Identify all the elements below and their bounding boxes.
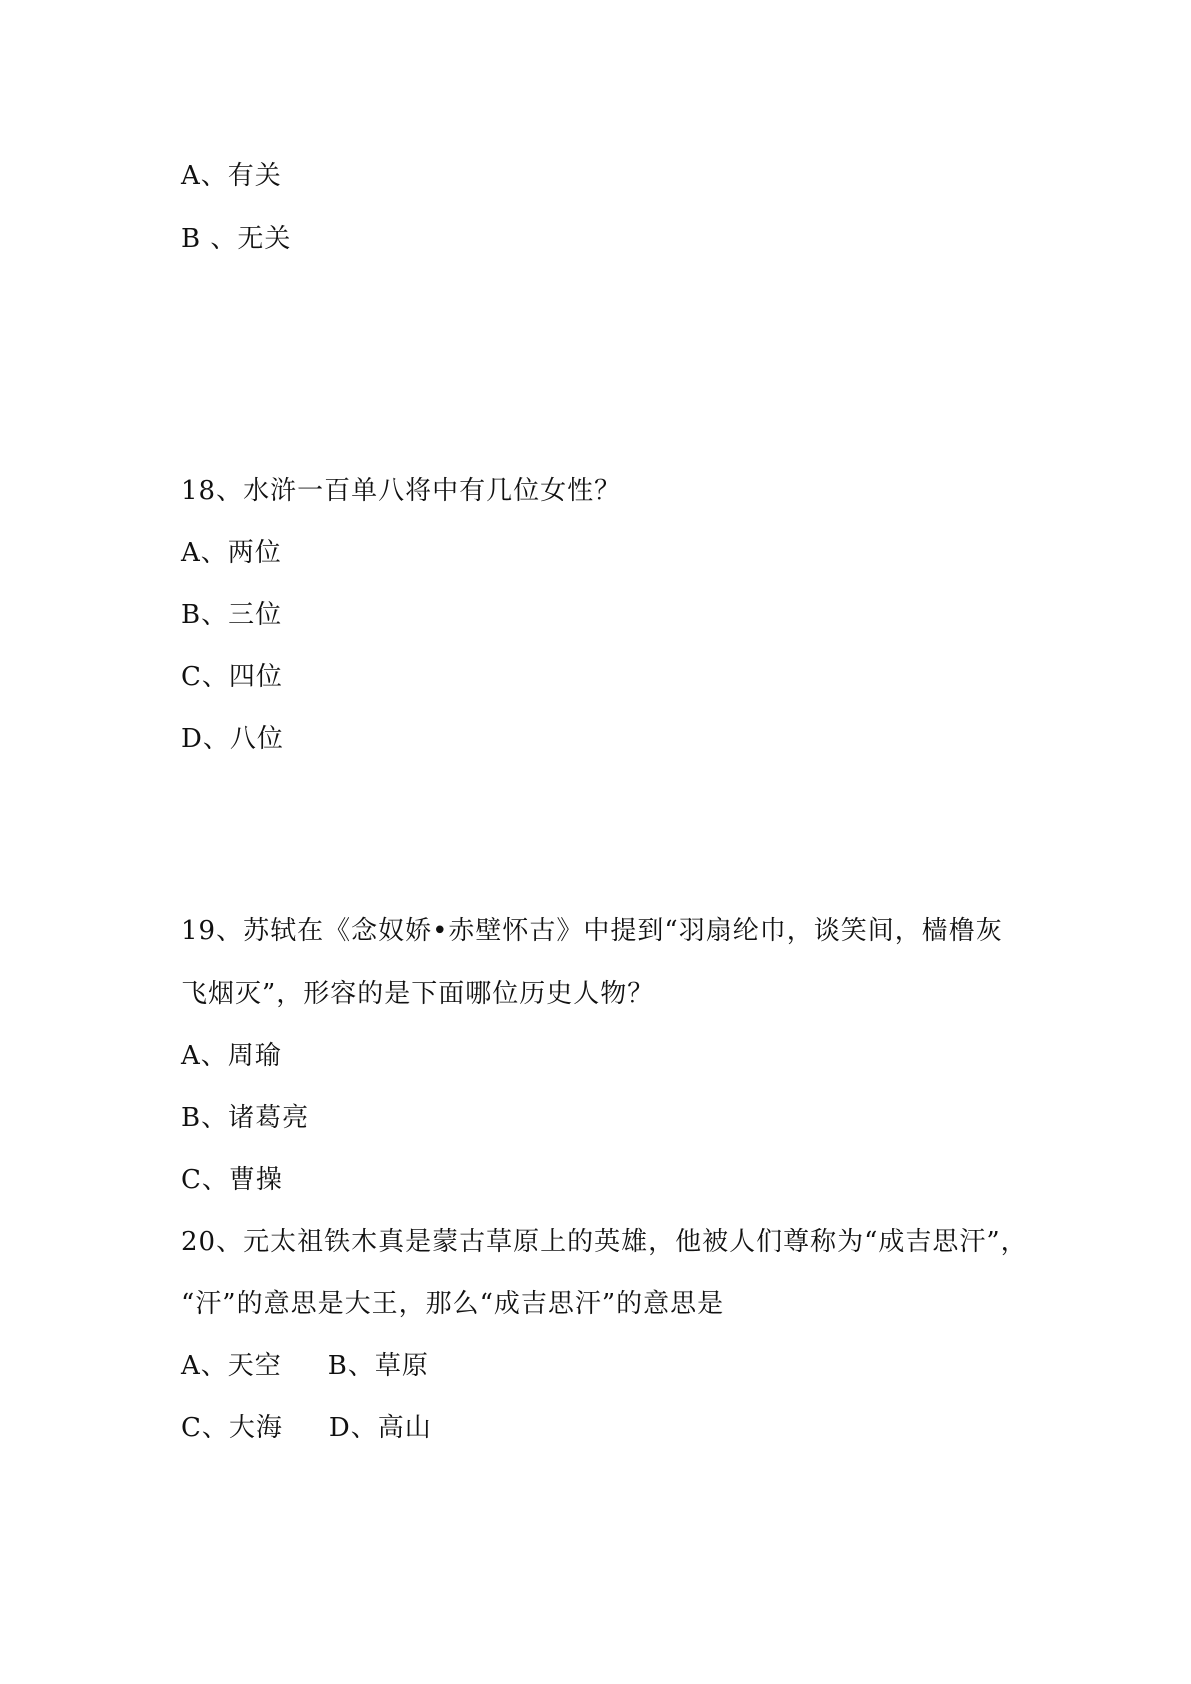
q19-stem-line1: 19、苏轼在《念奴娇•赤壁怀古》中提到“羽扇纶巾，谈笑间，樯橹灰 [181,916,1003,946]
q20-option-b: B、草原 [327,1351,429,1381]
q20-stem-line2: “汗”的意思是大王，那么“成吉思汗”的意思是 [181,1289,725,1319]
q19-option-b: B、诸葛亮 [181,1103,310,1133]
q19-option-c: C、曹操 [181,1165,283,1195]
q20-stem-line1: 20、元太祖铁木真是蒙古草原上的英雄，他被人们尊称为“成吉思汗”， [181,1227,1028,1257]
q20-option-c: C、大海 [181,1413,283,1443]
q20-options-row1 [181,1349,429,1383]
q19-stem-line2: 飞烟灭”，形容的是下面哪位历史人物？ [181,979,655,1009]
q19-option-a: A、周瑜 [181,1041,282,1071]
q18-stem: 18、水浒一百单八将中有几位女性？ [181,476,622,506]
q18-option-b: B、三位 [181,600,283,630]
q20-options-row2 [181,1411,432,1445]
prev-option-b: B 、无关 [181,224,292,254]
prev-option-a: A、有关 [181,161,282,191]
q20-option-d: D、高山 [328,1413,432,1443]
q18-option-c: C、四位 [181,662,283,692]
q18-option-a: A、两位 [181,538,282,568]
q20-option-a: A、天空 [181,1351,282,1381]
q18-option-d: D、八位 [181,724,284,754]
